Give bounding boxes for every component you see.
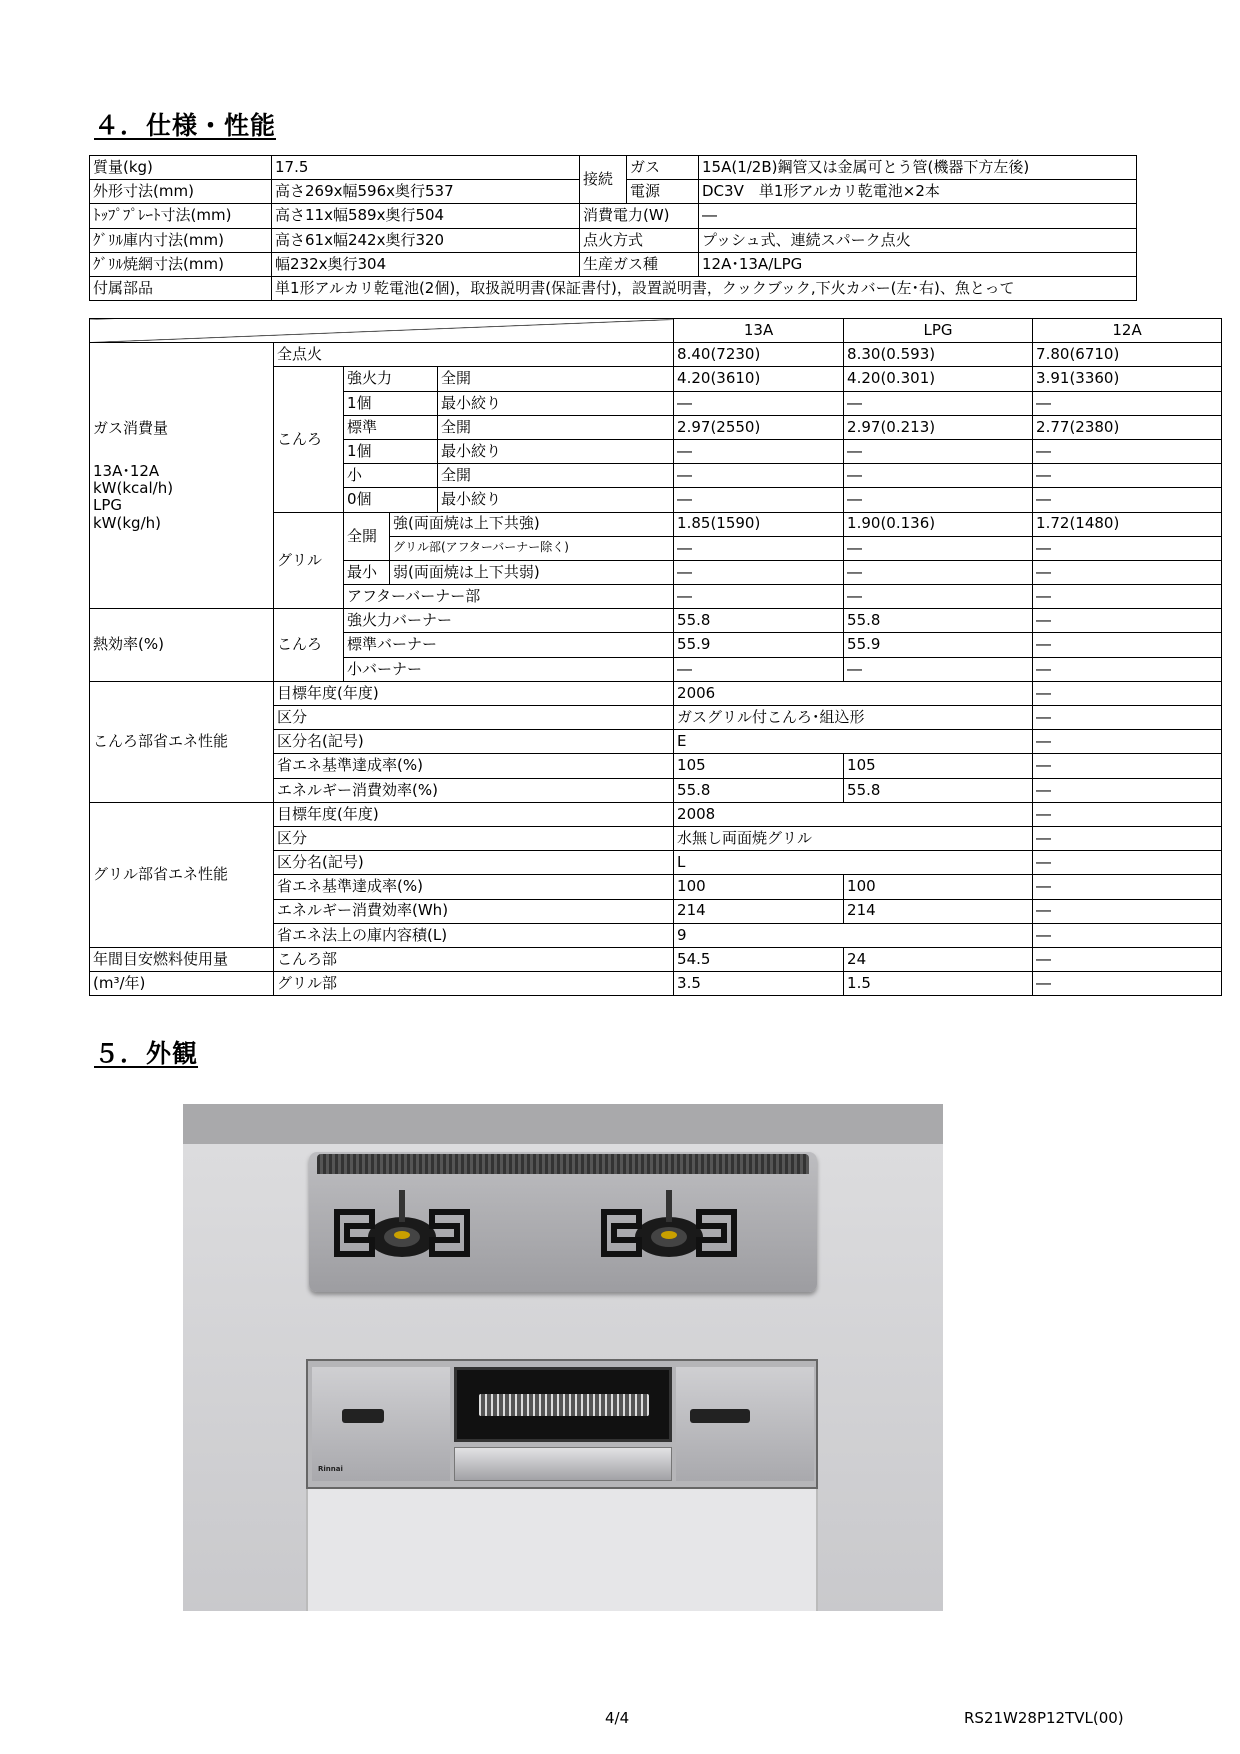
gas-consumption-title: ガス消費量 [93, 418, 169, 437]
hob-top-plate [309, 1152, 817, 1292]
right-control-panel [676, 1367, 814, 1481]
header-diagonal-cell [90, 319, 674, 343]
grill-net-label: ｸﾞﾘﾙ焼網寸法(mm) [90, 252, 272, 276]
left-control-panel [312, 1367, 450, 1481]
cell-value: ― [1033, 875, 1222, 899]
thermal-efficiency-label: 熱効率(%) [90, 609, 274, 682]
power-consumption-value: ― [699, 204, 1137, 228]
right-knob-icon [690, 1409, 750, 1423]
cell-value: ― [1033, 778, 1222, 802]
dims-value: 高さ269x幅596x奥行537 [272, 180, 580, 204]
grill-handle [454, 1447, 672, 1481]
gas-unit-line: LPG [93, 496, 123, 515]
cell-value: 4.20(0.301) [844, 367, 1033, 391]
top-plate-value: 高さ11x幅589x奥行504 [272, 204, 580, 228]
wall-panel [183, 1104, 943, 1144]
gas-unit-line: kW(kcal/h) [93, 479, 174, 498]
min-label: 最小絞り [438, 391, 674, 415]
cell-value: ― [1033, 488, 1222, 512]
cell-value: 100 [674, 875, 844, 899]
thermal-row-label: 小バーナー [344, 657, 674, 681]
all-on-label: 全点火 [274, 343, 674, 367]
spec-table [89, 155, 1137, 301]
right-burner-icon [594, 1182, 744, 1282]
cell-value: 55.8 [844, 778, 1033, 802]
gas-type-label: 生産ガス種 [580, 252, 699, 276]
cell-value: 55.8 [674, 609, 844, 633]
inner-volume-label: 省エネ法上の庫内容積(L) [274, 923, 674, 947]
cell-value: ― [1033, 633, 1222, 657]
cell-value: 55.8 [674, 778, 844, 802]
grill-energy-label: グリル部省エネ性能 [90, 802, 274, 947]
cell-value: ― [1033, 826, 1222, 850]
full-open-label: 全開 [438, 464, 674, 488]
ignition-value: プッシュ式、連続スパーク点火 [699, 228, 1137, 252]
cell-value: ― [1033, 536, 1222, 560]
dims-label: 外形寸法(mm) [90, 180, 272, 204]
cell-value: ― [844, 585, 1033, 609]
cell-value: ― [1033, 972, 1222, 996]
cell-value: 24 [844, 947, 1033, 971]
target-year-label: 目標年度(年度) [274, 802, 674, 826]
cell-value: ― [674, 391, 844, 415]
cell-value: 214 [674, 899, 844, 923]
left-burner-icon [327, 1182, 477, 1282]
annual-konro-label: こんろ部 [274, 947, 674, 971]
thermal-konro-label: こんろ [274, 609, 344, 682]
cell-value: ― [844, 439, 1033, 463]
ignition-label: 点火方式 [580, 228, 699, 252]
cell-value: ― [1033, 754, 1222, 778]
target-year-label: 目標年度(年度) [274, 681, 674, 705]
full-open-label: 全開 [438, 367, 674, 391]
achievement-rate-label: 省エネ基準達成率(%) [274, 754, 674, 778]
cell-value: ― [1033, 560, 1222, 584]
cell-value: 2.77(2380) [1033, 415, 1222, 439]
strong-burner-label: 強火力 [344, 367, 438, 391]
class-label: 区分 [274, 706, 674, 730]
cell-value: 2.97(0.213) [844, 415, 1033, 439]
connection-gas-label: ガス [627, 156, 699, 180]
afterburner-label: アフターバーナー部 [344, 585, 674, 609]
cell-value: 1.5 [844, 972, 1033, 996]
cell-value: ― [1033, 657, 1222, 681]
document-code: RS21W28P12TVL(00) [964, 1709, 1124, 1727]
cell-value: ― [844, 464, 1033, 488]
strong-count-label: 1個 [344, 391, 438, 415]
exhaust-vent [317, 1154, 809, 1174]
mass-label: 質量(kg) [90, 156, 272, 180]
grill-min-label: 最小 [344, 560, 390, 584]
cell-value: 7.80(6710) [1033, 343, 1222, 367]
product-photo [183, 1104, 943, 1611]
standard-burner-label: 標準 [344, 415, 438, 439]
class-name-label: 区分名(記号) [274, 851, 674, 875]
accessories-value: 単1形アルカリ乾電池(2個)，取扱説明書(保証書付)，設置説明書，クックブック,下火カバー(左･右)、魚とって [272, 276, 1137, 300]
cell-value: 1.85(1590) [674, 512, 844, 536]
left-knob-icon [342, 1409, 384, 1423]
grill-full-label: 全開 [344, 512, 390, 560]
small-count-label: 0個 [344, 488, 438, 512]
thermal-row-label: 強火力バーナー [344, 609, 674, 633]
cell-value: ― [844, 560, 1033, 584]
connection-gas-value: 15A(1/2B)鋼管又は金属可とう管(機器下方左後) [699, 156, 1137, 180]
cell-value: ― [1033, 899, 1222, 923]
performance-table [89, 318, 1222, 996]
cell-value: ― [1033, 391, 1222, 415]
cell-value: ― [1033, 464, 1222, 488]
accessories-label: 付属部品 [90, 276, 272, 300]
gas-type-value: 12A･13A/LPG [699, 252, 1137, 276]
gas-unit-line: kW(kg/h) [93, 513, 161, 532]
connection-power-label: 電源 [627, 180, 699, 204]
cell-value: ― [844, 657, 1033, 681]
energy-efficiency-label: エネルギー消費効率(%) [274, 778, 674, 802]
cell-value: 100 [844, 875, 1033, 899]
cell-value: ― [1033, 585, 1222, 609]
annual-fuel-label: 年間目安燃料使用量 [90, 947, 274, 971]
konro-energy-label: こんろ部省エネ性能 [90, 681, 274, 802]
cell-value: ガスグリル付こんろ･組込形 [674, 706, 1033, 730]
cell-value: 105 [844, 754, 1033, 778]
cell-value: 214 [844, 899, 1033, 923]
annual-grill-label: グリル部 [274, 972, 674, 996]
cabinet [306, 1484, 818, 1611]
class-name-label: 区分名(記号) [274, 730, 674, 754]
cell-value: 55.9 [844, 633, 1033, 657]
cell-value: 1.90(0.136) [844, 512, 1033, 536]
cell-value: ― [1033, 923, 1222, 947]
cell-value: ― [674, 536, 844, 560]
cell-value: 55.9 [674, 633, 844, 657]
class-label: 区分 [274, 826, 674, 850]
cell-value: 54.5 [674, 947, 844, 971]
col-header-13a: 13A [674, 319, 844, 343]
connection-label: 接続 [580, 156, 627, 204]
cell-value: ― [674, 464, 844, 488]
cell-value: ― [844, 536, 1033, 560]
section-4-heading: ４．仕様・性能 [94, 111, 277, 140]
cell-value: ― [1033, 851, 1222, 875]
cell-value: 3.5 [674, 972, 844, 996]
cell-value: ― [674, 488, 844, 512]
grill-weak-label: 弱(両面焼は上下共弱) [390, 560, 674, 584]
cell-value: ― [844, 391, 1033, 415]
cell-value: ― [674, 585, 844, 609]
small-burner-label: 小 [344, 464, 438, 488]
grill-inner-label: ｸﾞﾘﾙ庫内寸法(mm) [90, 228, 272, 252]
cell-value: ― [674, 560, 844, 584]
konro-label: こんろ [274, 367, 344, 512]
cell-value: L [674, 851, 1033, 875]
power-consumption-label: 消費電力(W) [580, 204, 699, 228]
cell-value: ― [1033, 802, 1222, 826]
connection-power-value: DC3V 単1形アルカリ乾電池×2本 [699, 180, 1137, 204]
cell-value: ― [1033, 706, 1222, 730]
mass-value: 17.5 [272, 156, 580, 180]
cell-value: ― [1033, 439, 1222, 463]
energy-efficiency-label: エネルギー消費効率(Wh) [274, 899, 674, 923]
min-label: 最小絞り [438, 439, 674, 463]
grill-window [454, 1367, 672, 1442]
cell-value: ― [674, 657, 844, 681]
cell-value: 2.97(2550) [674, 415, 844, 439]
cell-value: 4.20(3610) [674, 367, 844, 391]
cell-value: 2008 [674, 802, 1033, 826]
col-header-12a: 12A [1033, 319, 1222, 343]
full-open-label: 全開 [438, 415, 674, 439]
section-5-heading: ５．外観 [94, 1039, 199, 1068]
col-header-lpg: LPG [844, 319, 1033, 343]
cell-value: E [674, 730, 1033, 754]
cell-value: ― [844, 488, 1033, 512]
cell-value: ― [1033, 947, 1222, 971]
cell-value: 8.40(7230) [674, 343, 844, 367]
grill-strong-label: 強(両面焼は上下共強) [390, 512, 674, 536]
cell-value: 55.8 [844, 609, 1033, 633]
achievement-rate-label: 省エネ基準達成率(%) [274, 875, 674, 899]
grill-part-label: グリル部(アフターバーナー除く) [390, 536, 674, 560]
grill-inner-value: 高さ61x幅242x奥行320 [272, 228, 580, 252]
thermal-row-label: 標準バーナー [344, 633, 674, 657]
brand-logo: Rinnai [318, 1465, 343, 1473]
grill-label: グリル [274, 512, 344, 609]
front-panel [306, 1359, 818, 1489]
cell-value: 9 [674, 923, 1033, 947]
cell-value: 105 [674, 754, 844, 778]
cell-value: ― [1033, 681, 1222, 705]
grill-net-value: 幅232x奥行304 [272, 252, 580, 276]
top-plate-label: ﾄｯﾌﾟﾌﾟﾚｰﾄ寸法(mm) [90, 204, 272, 228]
cell-value: 3.91(3360) [1033, 367, 1222, 391]
cell-value: ― [1033, 609, 1222, 633]
grill-rack [479, 1394, 649, 1416]
cell-value: 1.72(1480) [1033, 512, 1222, 536]
min-label: 最小絞り [438, 488, 674, 512]
cell-value: ― [674, 439, 844, 463]
page-number: 4/4 [605, 1709, 630, 1727]
cell-value: 水無し両面焼グリル [674, 826, 1033, 850]
gas-unit-line: 13A･12A [93, 461, 160, 480]
standard-count-label: 1個 [344, 439, 438, 463]
cell-value: 8.30(0.593) [844, 343, 1033, 367]
cell-value: 2006 [674, 681, 1033, 705]
annual-fuel-unit: (m³/年) [90, 972, 274, 996]
cell-value: ― [1033, 730, 1222, 754]
gas-consumption-label [90, 343, 274, 609]
